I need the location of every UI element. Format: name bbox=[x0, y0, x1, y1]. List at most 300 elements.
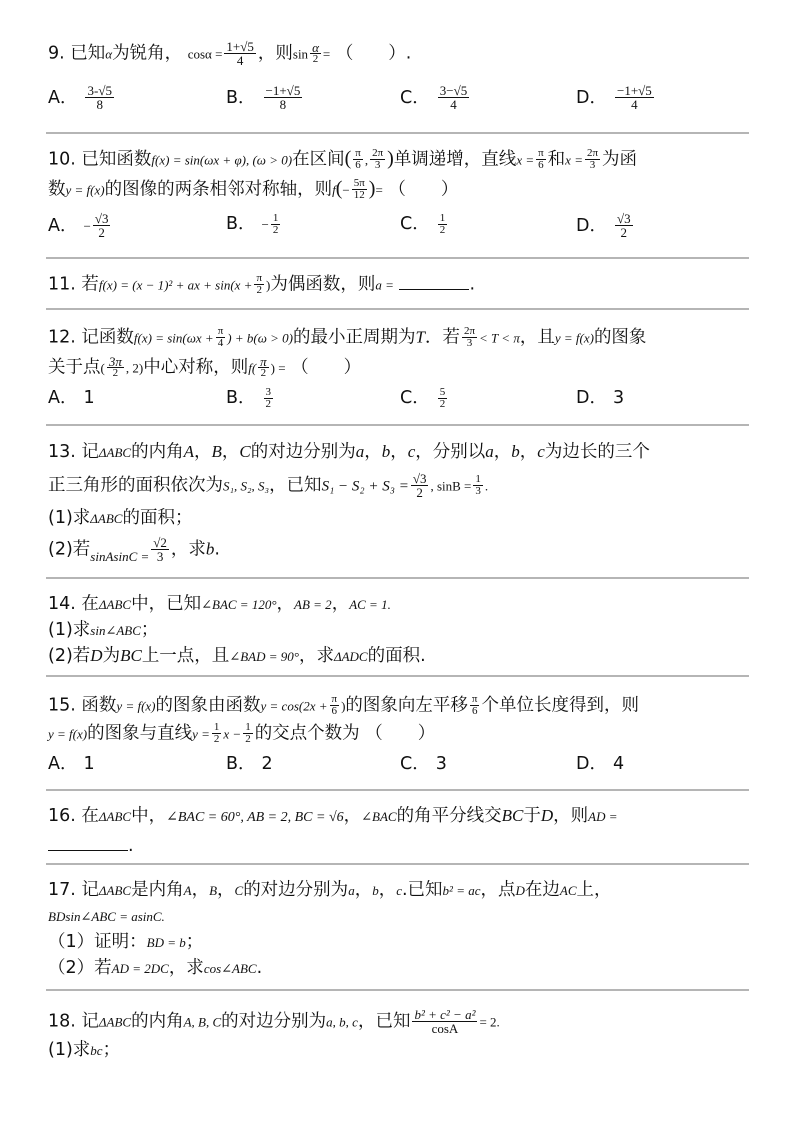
option-d[interactable] bbox=[576, 386, 624, 410]
math-expr: (2x + bbox=[298, 698, 328, 714]
paren: ) bbox=[266, 277, 271, 293]
math-var: b bbox=[205, 539, 215, 559]
math-expr: x = bbox=[516, 152, 535, 168]
answer-paren: （ ） bbox=[365, 723, 436, 744]
numerator: 3 bbox=[265, 385, 272, 398]
denominator: cosA bbox=[431, 1021, 459, 1036]
option-label: B． bbox=[226, 214, 256, 234]
fraction bbox=[353, 148, 363, 171]
stem-text: 为边长的三个 bbox=[544, 442, 650, 462]
answer-paren: （ ） bbox=[291, 357, 362, 378]
question-number: 16. bbox=[48, 806, 76, 826]
denominator: 6 bbox=[355, 159, 361, 171]
math-expr: = bbox=[375, 182, 383, 198]
math-expr: sin∠ABC bbox=[90, 623, 141, 638]
option-a[interactable] bbox=[48, 84, 116, 111]
stem-text: ， bbox=[331, 594, 350, 614]
stem-text: 为偶函数，则 bbox=[270, 274, 376, 295]
options bbox=[48, 752, 748, 780]
divider bbox=[46, 863, 749, 865]
math-expr: ∠BAD = 90° bbox=[229, 649, 299, 664]
part-label: (1)求 bbox=[48, 1040, 91, 1060]
stem-text: 为锐角， bbox=[112, 43, 183, 64]
stem-text: 数 bbox=[48, 179, 66, 200]
option-value: 3 bbox=[435, 754, 447, 774]
denominator: 2 bbox=[439, 397, 446, 410]
denominator: 2 bbox=[439, 223, 446, 236]
math-expr: a, b, c bbox=[326, 1014, 358, 1030]
option-value: 3 bbox=[612, 388, 625, 408]
numerator: 5π bbox=[353, 177, 365, 189]
stem-text: ，则 bbox=[553, 806, 589, 826]
numerator: π bbox=[217, 325, 224, 337]
stem-text: 的对边分别为 bbox=[243, 880, 349, 900]
stem-text: 的内角 bbox=[131, 442, 184, 462]
stem-text: ； bbox=[185, 932, 204, 952]
stem-text: 正三角形的面积依次为 bbox=[48, 475, 223, 496]
option-c[interactable] bbox=[400, 752, 447, 776]
stem-text: ，且 bbox=[519, 327, 555, 348]
math-var: BC bbox=[120, 646, 142, 665]
paren: ) bbox=[368, 177, 376, 200]
part-label: （1）证明： bbox=[48, 932, 147, 952]
option-label: A． bbox=[48, 215, 78, 236]
stem-text: ， bbox=[276, 594, 295, 614]
stem-text: 为 bbox=[102, 646, 121, 666]
math-expr: sinAsinC = bbox=[90, 548, 150, 564]
denominator: 2 bbox=[272, 223, 279, 236]
question-number: 15. bbox=[48, 695, 76, 716]
math-expr: S₁, S₂, S₃ bbox=[223, 478, 270, 494]
divider bbox=[46, 675, 749, 677]
separator: , bbox=[364, 152, 369, 168]
option-c[interactable] bbox=[400, 386, 449, 410]
stem-text: 的图像的两条相邻对称轴，则 bbox=[104, 179, 333, 200]
numerator: π bbox=[331, 693, 338, 705]
option-c[interactable] bbox=[400, 84, 471, 111]
math-var: AC bbox=[559, 883, 577, 898]
fraction bbox=[438, 213, 448, 236]
question-number: 11. bbox=[48, 274, 76, 295]
math-var: a bbox=[485, 442, 494, 461]
option-a[interactable] bbox=[48, 752, 95, 776]
stem-text: 记 bbox=[81, 880, 99, 900]
option-a[interactable] bbox=[48, 386, 95, 410]
option-label: C． bbox=[400, 754, 430, 774]
math-expr: ) + b(ω > 0) bbox=[227, 330, 293, 346]
numerator: 1 bbox=[213, 721, 220, 733]
fraction bbox=[438, 387, 448, 410]
option-b[interactable] bbox=[226, 84, 304, 111]
answer-paren: （ ） bbox=[388, 179, 459, 200]
stem-text: 是内角 bbox=[131, 880, 184, 900]
math-expr: = bbox=[322, 46, 331, 62]
math-expr: cos∠ABC bbox=[203, 961, 257, 976]
stem-text: ，求 bbox=[168, 958, 204, 978]
question-number: 12. bbox=[48, 327, 76, 348]
stem-text: 个单位长度得到，则 bbox=[481, 695, 639, 716]
math-expr: f(x) = (x − 1)² + ax + sin bbox=[98, 277, 231, 293]
stem-text: ，求 bbox=[298, 646, 334, 666]
math-expr: (x + bbox=[230, 277, 253, 293]
stem-text: 的对边分别为 bbox=[250, 442, 356, 462]
math-var: b bbox=[381, 442, 391, 461]
fraction bbox=[615, 84, 654, 111]
option-label: D． bbox=[576, 754, 607, 774]
denominator: 8 bbox=[96, 97, 103, 112]
fraction bbox=[310, 42, 321, 65]
stem-text: 在区间 bbox=[292, 149, 345, 170]
stem-text: ，已知 bbox=[357, 1011, 411, 1032]
denominator: 4 bbox=[217, 337, 224, 349]
math-var: a bbox=[348, 883, 355, 898]
math-var: b bbox=[511, 442, 520, 461]
option-value: 2 bbox=[261, 754, 273, 774]
stem-text: 和 bbox=[547, 149, 566, 170]
fraction bbox=[85, 84, 113, 111]
stem-text: ， bbox=[354, 880, 373, 900]
denominator: 2 bbox=[416, 485, 423, 500]
option-d[interactable] bbox=[576, 84, 656, 111]
stem-text: 在 bbox=[81, 806, 99, 826]
math-expr: f(x) = sin(ωx + bbox=[133, 330, 214, 346]
option-d[interactable] bbox=[576, 752, 624, 776]
math-var: c bbox=[537, 442, 545, 461]
fraction bbox=[264, 84, 303, 111]
math-var: T bbox=[415, 327, 425, 347]
option-b[interactable] bbox=[226, 212, 282, 237]
denominator: 2 bbox=[245, 733, 251, 745]
stem-text: 函数 bbox=[81, 695, 117, 716]
math-var: A bbox=[183, 883, 192, 898]
stem-text: 上， bbox=[576, 880, 612, 900]
paren: ( bbox=[344, 147, 352, 170]
stem-text: ， bbox=[217, 880, 235, 900]
stem-text: 记函数 bbox=[81, 327, 134, 348]
stem-text: 的面积； bbox=[122, 508, 193, 528]
math-expr: y = f(x) bbox=[116, 698, 156, 714]
numerator: 5 bbox=[439, 385, 446, 398]
question-number: 9. bbox=[48, 43, 65, 64]
options bbox=[48, 84, 748, 112]
stem-text: ．若 bbox=[424, 327, 460, 348]
math-expr: AD = 2DC bbox=[111, 961, 169, 976]
numerator: 1 bbox=[475, 473, 481, 485]
stem-text: 的交点个数为 bbox=[254, 723, 360, 744]
fraction bbox=[107, 356, 124, 379]
divider bbox=[46, 989, 749, 991]
fraction bbox=[536, 148, 546, 171]
denominator: 2 bbox=[620, 225, 628, 240]
part-label: (2)若 bbox=[48, 539, 91, 560]
stem-text: ， bbox=[519, 442, 538, 462]
math-expr: ΔABC bbox=[90, 511, 123, 526]
divider bbox=[46, 789, 749, 791]
option-label: D． bbox=[576, 388, 607, 408]
answer-blank[interactable] bbox=[48, 850, 128, 851]
stem-text: 中，已知 bbox=[131, 594, 202, 614]
stem-text: 为函 bbox=[602, 149, 638, 170]
math-var: D bbox=[90, 646, 103, 665]
math-expr: y = bbox=[192, 726, 210, 742]
option-a[interactable] bbox=[48, 212, 112, 239]
fraction bbox=[438, 84, 469, 111]
stem-text: 的图象与直线 bbox=[87, 723, 193, 744]
option-label: B． bbox=[226, 87, 256, 108]
numerator: 2π bbox=[463, 325, 476, 337]
stem-text: ； bbox=[102, 1040, 121, 1060]
math-var: B bbox=[211, 442, 222, 461]
stem-text: . bbox=[214, 539, 220, 560]
denominator: 2 bbox=[265, 397, 272, 410]
numerator: √2 bbox=[153, 535, 167, 550]
fraction bbox=[352, 178, 367, 201]
stem-text: 在边 bbox=[524, 880, 560, 900]
math-expr: = 2. bbox=[479, 1014, 500, 1030]
fraction bbox=[264, 387, 274, 410]
math-expr: f( bbox=[248, 360, 257, 376]
denominator: 2 bbox=[98, 225, 105, 240]
option-b[interactable] bbox=[226, 752, 273, 776]
math-expr: ΔADC bbox=[333, 649, 368, 664]
denominator: 3 bbox=[156, 549, 164, 564]
math-expr: ∠BAC = 120° bbox=[201, 597, 277, 612]
stem-text: ，点 bbox=[480, 880, 516, 900]
math-var: c bbox=[396, 883, 402, 898]
denominator: 3 bbox=[589, 159, 596, 171]
numerator: 1 bbox=[439, 211, 446, 224]
option-label: A． bbox=[48, 87, 78, 108]
stem-text: 在 bbox=[81, 594, 99, 614]
math-expr: y = cos bbox=[260, 698, 299, 714]
stem-text: 中心对称，则 bbox=[143, 357, 249, 378]
fraction bbox=[470, 694, 480, 717]
math-expr: ) = bbox=[270, 360, 286, 376]
stem-text: 中， bbox=[131, 806, 167, 826]
denominator: 2 bbox=[256, 284, 262, 296]
stem-text: ， bbox=[191, 880, 210, 900]
stem-text: . bbox=[256, 958, 263, 978]
option-label: B． bbox=[226, 388, 256, 408]
fraction bbox=[585, 148, 600, 171]
math-var: α bbox=[105, 46, 113, 62]
fraction bbox=[370, 148, 385, 171]
denominator: 4 bbox=[631, 97, 638, 112]
numerator: √3 bbox=[616, 211, 631, 226]
denominator: 2 bbox=[112, 367, 119, 379]
stem-text: 的最小正周期为 bbox=[293, 327, 416, 348]
question-number: 18. bbox=[48, 1011, 76, 1032]
options bbox=[48, 386, 748, 414]
divider bbox=[46, 132, 749, 134]
question-number: 17. bbox=[48, 880, 76, 900]
part-label: (1)求 bbox=[48, 620, 91, 640]
denominator: 2 bbox=[312, 53, 319, 65]
fraction bbox=[330, 694, 340, 717]
math-expr: S₁ − S₂ + S₃ = bbox=[321, 478, 409, 495]
math-expr: x = bbox=[565, 152, 583, 168]
fraction bbox=[615, 212, 633, 239]
option-label: A． bbox=[48, 754, 78, 774]
divider bbox=[46, 308, 749, 310]
answer-blank[interactable] bbox=[399, 289, 469, 290]
question-number: 14. bbox=[48, 594, 76, 614]
stem-text: 于 bbox=[523, 806, 541, 826]
math-expr: BDsin∠ABC = asinC. bbox=[48, 909, 165, 924]
numerator: π bbox=[471, 693, 478, 705]
math-var: D bbox=[540, 806, 554, 825]
paren: ( bbox=[335, 177, 343, 200]
stem-text: 的图象向左平移 bbox=[345, 695, 468, 716]
option-label: C． bbox=[400, 87, 430, 108]
numerator: 2π bbox=[586, 147, 599, 159]
math-var: B bbox=[209, 883, 218, 898]
numerator: 3π bbox=[108, 354, 122, 369]
sign: − bbox=[342, 182, 350, 198]
math-expr: x − bbox=[223, 726, 242, 742]
numerator: π bbox=[260, 354, 267, 369]
option-d[interactable] bbox=[576, 212, 635, 239]
math-var: a bbox=[355, 442, 365, 461]
stem-text: 的内角 bbox=[131, 1011, 184, 1032]
stem-text: 的图象 bbox=[593, 327, 647, 348]
numerator: 1 bbox=[245, 721, 251, 733]
math-expr: f bbox=[332, 182, 336, 198]
math-expr: AB = 2 bbox=[294, 597, 332, 612]
stem-text: ， bbox=[194, 442, 212, 462]
stem-text: 若 bbox=[81, 274, 99, 295]
math-var: b bbox=[372, 883, 379, 898]
denominator: 4 bbox=[236, 53, 244, 68]
option-label: A． bbox=[48, 388, 78, 408]
stem-text: 记 bbox=[81, 442, 99, 462]
option-label: B． bbox=[226, 754, 256, 774]
denominator: 3 bbox=[475, 485, 481, 497]
math-expr: ΔABC bbox=[98, 809, 132, 824]
numerator: −1+√5 bbox=[265, 83, 301, 98]
numerator: b² + c² − a² bbox=[414, 1007, 476, 1022]
fraction bbox=[462, 326, 477, 349]
fraction bbox=[411, 472, 429, 499]
numerator: 1+√5 bbox=[226, 39, 254, 54]
option-value: 1 bbox=[83, 388, 95, 408]
stem-text: 的角平分线交 bbox=[396, 806, 502, 826]
math-expr: A, B, C bbox=[183, 1014, 222, 1030]
denominator: 3 bbox=[374, 159, 381, 171]
math-expr: , 2) bbox=[125, 360, 144, 376]
stem-text: ，已知 bbox=[269, 475, 322, 496]
numerator: √3 bbox=[94, 211, 109, 226]
part-label: (2)若 bbox=[48, 646, 91, 666]
numerator: 3−√5 bbox=[439, 83, 468, 98]
stem-text: ， bbox=[343, 806, 362, 826]
stem-text: ； bbox=[140, 620, 159, 640]
fraction bbox=[151, 536, 169, 563]
question-number: 10. bbox=[48, 149, 76, 170]
math-expr: ΔABC bbox=[98, 445, 132, 460]
stem-text: 的图象由函数 bbox=[155, 695, 261, 716]
fraction bbox=[216, 326, 226, 349]
math-expr: f(x) = sin(ωx + φ), (ω > 0) bbox=[151, 152, 293, 168]
part-label: (1)求 bbox=[48, 508, 91, 528]
math-var: C bbox=[239, 442, 251, 461]
math-expr: b² = ac bbox=[442, 883, 481, 898]
divider bbox=[46, 424, 749, 426]
stem-text: ， bbox=[378, 880, 397, 900]
numerator: π bbox=[538, 147, 544, 159]
numerator: 3-√5 bbox=[87, 83, 112, 98]
stem-text: ，求 bbox=[170, 539, 206, 560]
fraction bbox=[224, 40, 255, 67]
option-label: D． bbox=[576, 215, 607, 236]
math-var: A bbox=[183, 442, 194, 461]
question-number: 13. bbox=[48, 442, 76, 462]
denominator: 6 bbox=[471, 705, 478, 717]
options bbox=[48, 212, 748, 240]
option-label: C． bbox=[400, 388, 430, 408]
fraction bbox=[212, 722, 222, 745]
stem-text: . bbox=[469, 274, 476, 295]
math-var: c bbox=[407, 442, 416, 461]
math-expr: a = bbox=[375, 277, 394, 293]
option-c[interactable] bbox=[400, 212, 449, 236]
option-b[interactable] bbox=[226, 386, 275, 410]
math-expr: < T < π bbox=[479, 330, 520, 346]
stem-text: ， bbox=[493, 442, 512, 462]
math-expr: AD = bbox=[588, 809, 618, 824]
denominator: 2 bbox=[213, 733, 220, 745]
fraction bbox=[243, 722, 253, 745]
stem-text: . bbox=[128, 836, 134, 856]
math-expr: ΔABC bbox=[98, 597, 132, 612]
math-expr: ∠BAC = 60°, AB = 2, BC = √6 bbox=[166, 810, 344, 825]
fraction bbox=[473, 474, 483, 497]
fraction bbox=[258, 356, 269, 379]
stem-text: 已知函数 bbox=[81, 149, 152, 170]
sign: − bbox=[261, 217, 269, 232]
fraction bbox=[271, 213, 281, 236]
numerator: α bbox=[312, 40, 319, 55]
answer-paren: （ ）. bbox=[335, 43, 412, 64]
math-expr: sin bbox=[292, 46, 309, 62]
denominator: 2 bbox=[260, 367, 267, 379]
math-expr: . bbox=[484, 478, 489, 494]
stem-text: .已知 bbox=[401, 880, 443, 900]
numerator: π bbox=[355, 147, 361, 159]
stem-text: 关于点 bbox=[48, 357, 101, 378]
option-value: 1 bbox=[83, 754, 95, 774]
paren: ) bbox=[341, 698, 346, 714]
option-label: C． bbox=[400, 214, 430, 234]
math-var: C bbox=[234, 883, 244, 898]
divider bbox=[46, 257, 749, 259]
stem-text: 单调递增，直线 bbox=[393, 149, 517, 170]
math-expr: ∠BAC bbox=[361, 809, 397, 824]
divider bbox=[46, 577, 749, 579]
math-expr: y = f(x) bbox=[554, 330, 594, 346]
math-var: BC bbox=[501, 806, 524, 825]
stem-text: ， bbox=[221, 442, 240, 462]
option-label: D． bbox=[576, 87, 607, 108]
part-label: （2）若 bbox=[48, 958, 112, 978]
stem-text: 记 bbox=[81, 1011, 99, 1032]
numerator: 1 bbox=[272, 211, 279, 224]
stem-text: 上一点，且 bbox=[141, 646, 230, 666]
math-expr: AC = 1. bbox=[349, 597, 391, 612]
numerator: √3 bbox=[412, 471, 427, 486]
stem-text: ， bbox=[364, 442, 382, 462]
math-expr: ΔABC bbox=[98, 1014, 132, 1030]
